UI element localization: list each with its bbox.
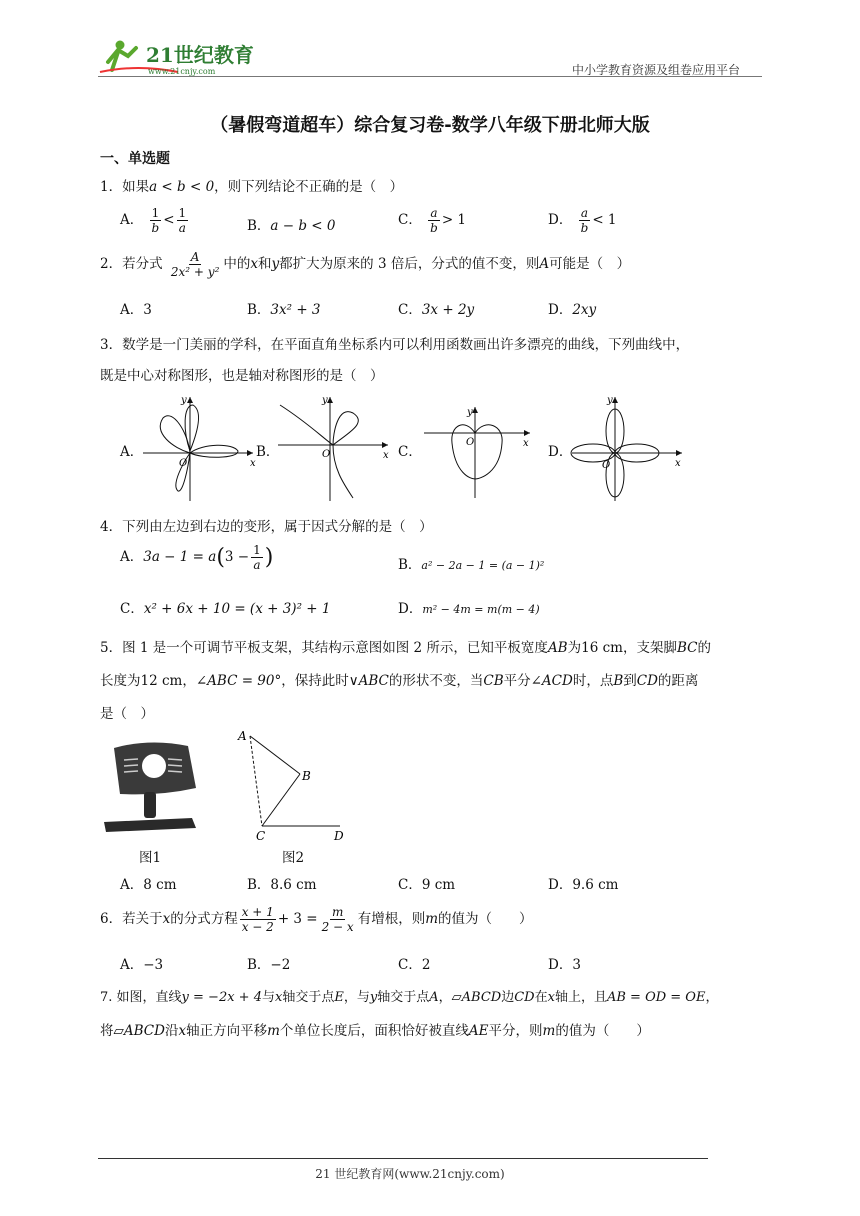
q3-stem-line1: 3．数学是一门美丽的学科，在平面直角坐标系内可以利用函数画出许多漂亮的曲线，下列曲线中， xyxy=(100,337,690,353)
q3-option-b[interactable]: B． xyxy=(256,444,280,460)
q5-option-b[interactable]: B．8.6 cm xyxy=(247,877,317,893)
svg-text:A: A xyxy=(238,729,247,743)
header-divider xyxy=(98,76,762,77)
q3-stem-line2: 既是中心对称图形，也是轴对称图形的是（ ） xyxy=(100,368,384,384)
svg-text:D: D xyxy=(334,829,344,843)
q7-stem-line1: 7. 如图，直线y = −2x + 4与x轴交于点E，与y轴交于点A，▱ABCD边CD在x轴上，且AB = OD = OE， xyxy=(100,990,719,1005)
section-heading: 一、单选题 xyxy=(100,151,170,167)
svg-text:y: y xyxy=(607,395,613,406)
q3-graph-d xyxy=(570,393,685,503)
q6-option-b[interactable]: B．−2 xyxy=(247,957,291,973)
svg-text:O: O xyxy=(179,458,188,469)
tablet-stand-figure xyxy=(100,738,200,838)
q5-option-d[interactable]: D．9.6 cm xyxy=(548,877,619,893)
q6-option-d[interactable]: D．3 xyxy=(548,957,581,973)
q5-option-c[interactable]: C．9 cm xyxy=(398,877,456,893)
footer-text[interactable]: 21 世纪教育网(www.21cnjy.com) xyxy=(315,1167,505,1181)
svg-text:C: C xyxy=(256,829,266,843)
figure1-caption: 图1 xyxy=(139,850,162,866)
q5-option-a[interactable]: A．8 cm xyxy=(120,877,177,893)
geometry-figure xyxy=(232,726,352,844)
svg-text:y: y xyxy=(181,395,187,406)
q3-option-c[interactable]: C． xyxy=(398,444,422,460)
q5-stem-line1: 5．图 1 是一个可调节平板支架，其结构示意图如图 2 所示，已知平板宽度AB为16 cm，支架脚BC的 xyxy=(100,640,711,656)
svg-text:x: x xyxy=(250,458,256,469)
q2-option-a[interactable]: A．3 xyxy=(120,302,152,318)
q7-stem-line2: 将▱ABCD沿x轴正方向平移m个单位长度后，面积恰好被直线AE平分，则m的值为（ ） xyxy=(100,1023,650,1039)
q6-option-c[interactable]: C．2 xyxy=(398,957,431,973)
q1-option-b[interactable]: B．a − b < 0 xyxy=(247,218,336,234)
q4-option-b[interactable]: B．a² − 2a − 1 = (a − 1)² xyxy=(398,557,545,573)
svg-text:O: O xyxy=(322,449,331,460)
q1-option-d[interactable]: D． $\frac{a}{b}$ < 1 xyxy=(548,206,617,235)
q5-stem-line2: 长度为12 cm，∠ABC = 90°，保持此时∨ABC的形状不变，当CB平分∠ACD时，点B到CD的距离 xyxy=(100,673,699,689)
svg-text:y: y xyxy=(467,407,473,418)
q6-option-a[interactable]: A．−3 xyxy=(120,957,164,973)
q4-option-c[interactable]: C．x² + 6x + 10 = (x + 3)² + 1 xyxy=(120,601,331,617)
q2-stem: 2．若分式 $\frac{A}{\text{2x² + y²}}$ 中的x和y都扩大为原来的 3 倍后，分式的值不变，则A可能是（ ） xyxy=(100,250,631,279)
q2-option-d[interactable]: D．2xy xyxy=(548,302,597,318)
q2-option-b[interactable]: B．3x² + 3 xyxy=(247,302,321,318)
q4-option-d[interactable]: D．m² − 4m = m(m − 4) xyxy=(398,601,540,617)
q1-option-c[interactable]: C． $\frac{a}{b}$ > 1 xyxy=(398,206,467,235)
svg-text:x: x xyxy=(675,458,681,469)
svg-text:x: x xyxy=(383,450,389,461)
q1-option-a[interactable]: A． $\frac{1}{b}$ < $\frac{1}{a}$ xyxy=(120,206,187,235)
q1-stem: 1．如果a < b < 0，则下列结论不正确的是（ ） xyxy=(100,179,404,195)
svg-text:O: O xyxy=(602,460,611,471)
q3-option-a[interactable]: A． xyxy=(120,444,144,460)
svg-text:B: B xyxy=(302,769,311,783)
q3-graph-a xyxy=(143,393,258,503)
site-logo xyxy=(98,36,258,78)
q6-stem: 6．若关于x的分式方程 $\frac{x + 1}{x - 2}$ + 3 = $\frac{m}{2 - x}$ 有增根，则m的值为（ ） xyxy=(100,905,533,934)
page-title: （暑假弯道超车）综合复习卷-数学八年级下册北师大版 xyxy=(210,115,650,136)
svg-text:O: O xyxy=(466,437,475,448)
q3-graph-c xyxy=(420,403,535,503)
logo-text: 21世纪教育 xyxy=(146,43,254,67)
q3-graph-b xyxy=(278,393,393,503)
q4-stem: 4．下列由左边到右边的变形，属于因式分解的是（ ） xyxy=(100,519,433,535)
q4-option-a[interactable]: A．3a − 1 = a(3 − $\frac{1}{a}$ ) xyxy=(120,543,274,572)
q2-option-c[interactable]: C．3x + 2y xyxy=(398,302,475,318)
svg-text:x: x xyxy=(523,438,529,449)
q3-option-d[interactable]: D． xyxy=(548,444,573,460)
header-right-text: 中小学教育资源及组卷应用平台 xyxy=(572,63,741,77)
footer-divider xyxy=(98,1158,708,1159)
svg-text:y: y xyxy=(322,395,328,406)
q5-stem-line3: 是（ ） xyxy=(100,706,154,722)
logo-url: www.21cnjy.com xyxy=(148,67,216,76)
figure2-caption: 图2 xyxy=(282,850,305,866)
